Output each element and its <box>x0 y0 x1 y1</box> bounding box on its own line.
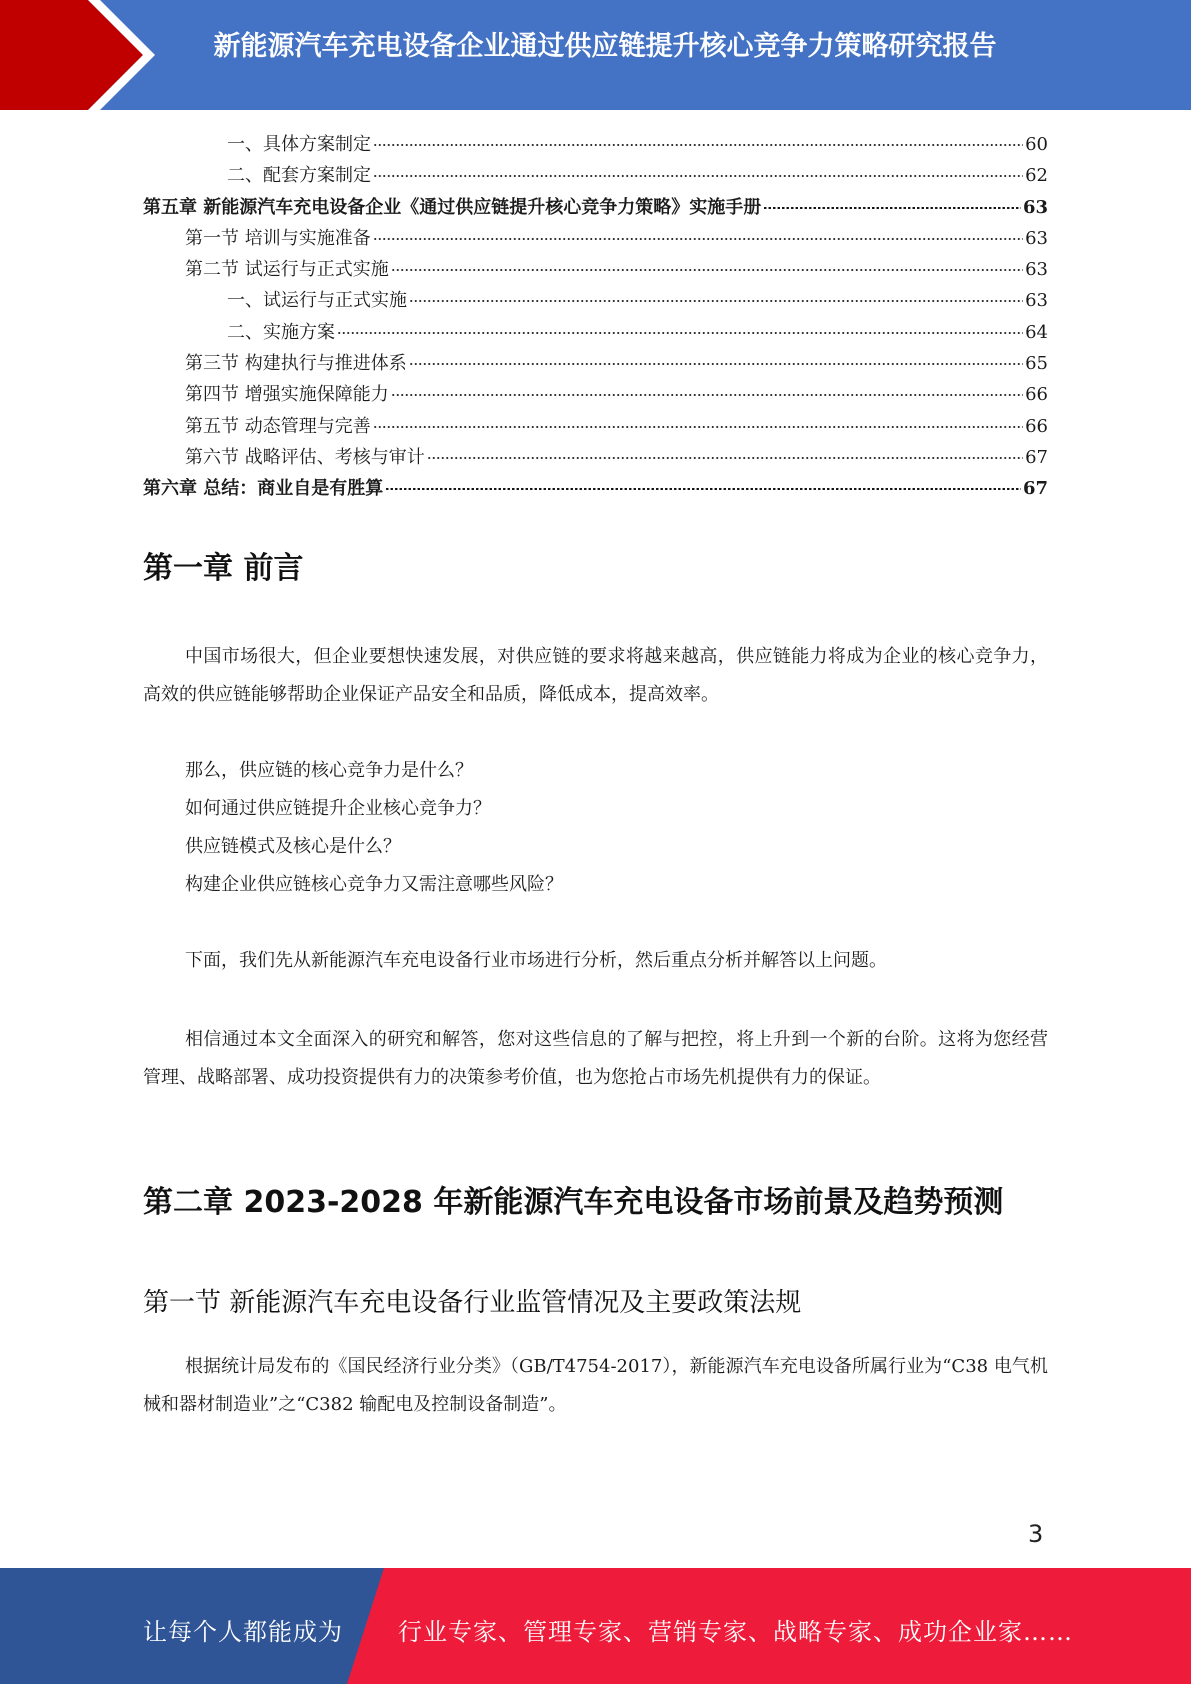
toc-entry[interactable] <box>143 317 1048 348</box>
toc-dot-leader <box>373 238 1023 240</box>
toc-entry-page: 65 <box>1025 353 1048 375</box>
toc-entry[interactable] <box>143 192 1048 223</box>
toc-dot-leader <box>385 488 1021 490</box>
table-of-contents <box>143 129 1048 505</box>
toc-entry-page: 63 <box>1025 227 1048 249</box>
toc-entry-label: 二、实施方案 <box>227 321 335 343</box>
toc-dot-leader <box>391 269 1023 271</box>
toc-entry-label: 第六章 总结：商业自是有胜算 <box>143 478 384 500</box>
chapter-2-heading: 第二章 2023-2028 年新能源汽车充电设备市场前景及趋势预测 <box>143 1185 1004 1220</box>
toc-entry[interactable] <box>143 442 1048 473</box>
toc-entry-label: 第四节 增强实施保障能力 <box>185 384 389 406</box>
toc-entry[interactable] <box>143 473 1048 504</box>
toc-entry[interactable] <box>143 129 1048 160</box>
toc-dot-leader <box>373 426 1023 428</box>
toc-entry-label: 一、具体方案制定 <box>227 134 371 155</box>
toc-entry[interactable] <box>143 254 1048 285</box>
toc-dot-leader <box>391 394 1023 396</box>
toc-dot-leader <box>763 207 1021 209</box>
toc-entry-label: 第一节 培训与实施准备 <box>185 227 371 249</box>
toc-entry-page: 67 <box>1025 446 1048 468</box>
toc-entry-label: 第五节 动态管理与完善 <box>185 415 371 437</box>
toc-dot-leader <box>427 457 1023 459</box>
question-item: 供应链模式及核心是什么？ <box>185 836 401 857</box>
chapter-1-paragraph-2: 下面，我们先从新能源汽车充电设备行业市场进行分析，然后重点分析并解答以上问题。 <box>185 950 887 971</box>
question-item: 那么，供应链的核心竞争力是什么？ <box>185 760 473 781</box>
question-item: 构建企业供应链核心竞争力又需注意哪些风险？ <box>185 874 563 895</box>
footer-slogan-right: 行业专家、管理专家、营销专家、战略专家、成功企业家…… <box>398 1618 1073 1646</box>
toc-entry-label: 第五章 新能源汽车充电设备企业《通过供应链提升核心竞争力策略》实施手册 <box>143 196 762 218</box>
toc-entry-page: 66 <box>1025 384 1048 406</box>
toc-entry-page: 62 <box>1025 165 1048 187</box>
toc-dot-leader <box>337 332 1023 334</box>
toc-entry[interactable] <box>143 285 1048 316</box>
toc-entry-page: 63 <box>1025 290 1048 312</box>
toc-entry[interactable] <box>143 411 1048 442</box>
question-item: 如何通过供应链提升企业核心竞争力？ <box>185 798 491 819</box>
toc-entry-page: 63 <box>1025 259 1048 281</box>
toc-entry-label: 第三节 构建执行与推进体系 <box>185 353 407 375</box>
toc-dot-leader <box>373 175 1023 177</box>
page-number: 3 <box>1028 1520 1044 1548</box>
toc-entry-label: 第二节 试运行与正式实施 <box>185 259 389 281</box>
toc-entry-page: 60 <box>1025 134 1048 155</box>
toc-dot-leader <box>373 144 1023 146</box>
toc-dot-leader <box>409 363 1023 365</box>
toc-entry[interactable] <box>143 348 1048 379</box>
toc-entry-page: 64 <box>1025 321 1048 343</box>
toc-dot-leader <box>409 300 1023 302</box>
toc-entry-page: 63 <box>1022 196 1048 218</box>
chapter-2-paragraph-1: 根据统计局发布的《国民经济行业分类》（GB/T4754-2017），新能源汽车充电设备所属行业为“C38 电气机械和器材制造业”之“C382 输配电及控制设备制造”。 <box>143 1356 1048 1415</box>
toc-entry-label: 二、配套方案制定 <box>227 165 371 187</box>
toc-entry-page: 66 <box>1025 415 1048 437</box>
page-header <box>0 0 1191 110</box>
toc-entry-label: 一、试运行与正式实施 <box>227 290 407 312</box>
toc-entry-page: 67 <box>1022 478 1048 500</box>
toc-entry-label: 第六节 战略评估、考核与审计 <box>185 446 425 468</box>
report-title: 新能源汽车充电设备企业通过供应链提升核心竞争力策略研究报告 <box>213 31 997 62</box>
toc-entry[interactable] <box>143 223 1048 254</box>
question-list <box>185 752 563 904</box>
chapter-1-heading: 第一章 前言 <box>143 551 304 586</box>
toc-entry[interactable] <box>143 379 1048 410</box>
chapter-1-paragraph-1: 中国市场很大，但企业要想快速发展，对供应链的要求将越来越高，供应链能力将成为企业的核心竞争力，高效的供应链能够帮助企业保证产品安全和品质，降低成本，提高效率。 <box>143 646 1048 705</box>
footer-slogan-left: 让每个人都能成为 <box>143 1618 343 1646</box>
toc-entry[interactable] <box>143 160 1048 191</box>
chapter-1-paragraph-3: 相信通过本文全面深入的研究和解答，您对这些信息的了解与把控，将上升到一个新的台阶。这将为您经营管理、战略部署、成功投资提供有力的决策参考价值，也为您抢占市场先机提供有力的保证。 <box>143 1029 1048 1088</box>
page-footer <box>0 1568 1191 1684</box>
section-1-heading: 第一节 新能源汽车充电设备行业监管情况及主要政策法规 <box>143 1288 802 1318</box>
